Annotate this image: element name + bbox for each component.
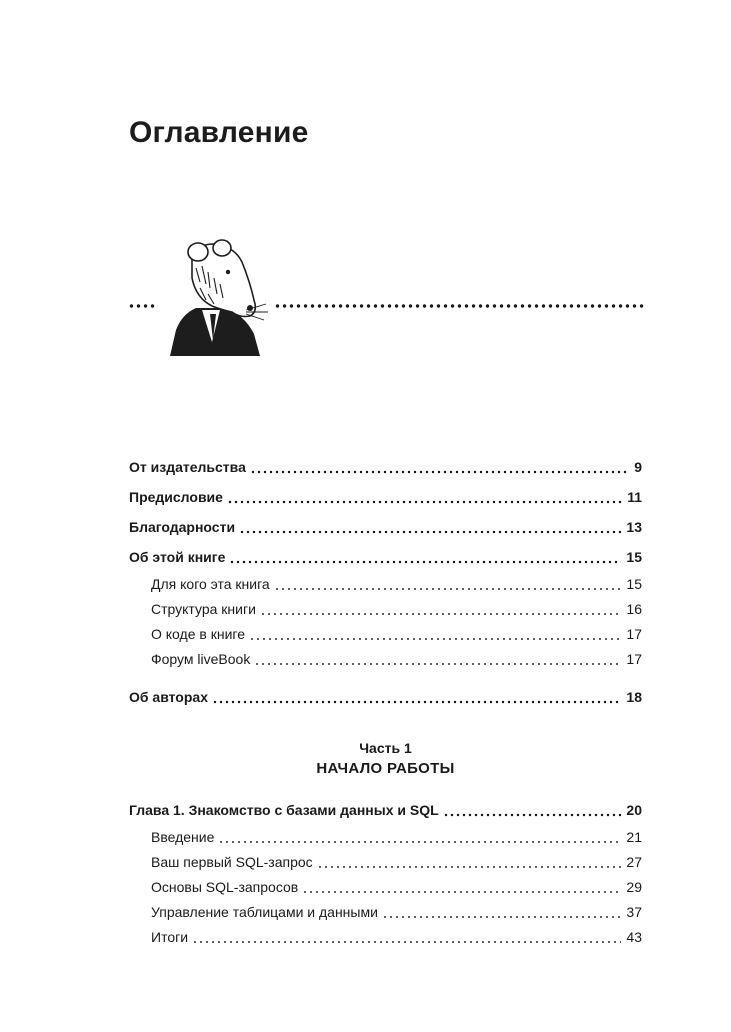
toc-subentry-title: Управление таблицами и данными [151, 904, 378, 920]
toc-subentry-page: 21 [626, 829, 642, 845]
dot-leader [229, 560, 621, 564]
toc-subentry-page: 43 [626, 929, 642, 945]
dot-leader [382, 915, 622, 919]
toc-subentry[interactable] [129, 875, 642, 900]
toc-entry[interactable] [129, 542, 642, 572]
toc-subentry-page: 17 [626, 626, 642, 642]
decorative-divider [128, 238, 644, 358]
dotted-line-right [274, 304, 644, 308]
dot-leader [302, 890, 621, 894]
dot-leader [249, 637, 621, 641]
page-title: Оглавление [129, 116, 309, 149]
toc-entry-title: Глава 1. Знакомство с базами данных и SQL [129, 802, 439, 818]
dot-leader [192, 940, 621, 944]
dot-leader [239, 530, 621, 534]
part-name: НАЧАЛО РАБОТЫ [316, 760, 455, 777]
toc-subentry-title: Ваш первый SQL-запрос [151, 854, 313, 870]
toc-entry[interactable] [129, 452, 642, 482]
rat-mascot-icon [162, 238, 272, 356]
dot-leader [443, 813, 622, 817]
toc-subentry-title: Основы SQL-запросов [151, 879, 299, 895]
toc-subentry[interactable] [129, 825, 642, 850]
toc-subentry-page: 15 [626, 576, 642, 592]
toc-entry[interactable] [129, 512, 642, 542]
toc-entry[interactable] [129, 682, 642, 712]
dot-leader [227, 500, 622, 504]
toc-entry-page: 18 [626, 689, 642, 705]
toc-entry-title: От издательства [129, 459, 246, 475]
toc-chapter-1 [129, 795, 642, 950]
toc-subentry[interactable] [129, 850, 642, 875]
dot-leader [212, 700, 621, 704]
toc-entry-page: 9 [634, 459, 642, 475]
toc-entry-title: Благодарности [129, 519, 236, 535]
toc-front-matter [129, 452, 642, 712]
toc-subentry-title: Форум liveBook [151, 651, 251, 667]
part-number: Часть 1 [359, 740, 412, 756]
toc-subentry-title: Введение [151, 829, 215, 845]
toc-subentry-title: Структура книги [151, 601, 256, 617]
toc-subentry-title: Итоги [151, 929, 189, 945]
toc-subentry[interactable] [129, 925, 642, 950]
toc-entry-page: 13 [626, 519, 642, 535]
toc-chapter-entry[interactable] [129, 795, 642, 825]
toc-subentry-page: 37 [626, 904, 642, 920]
dot-leader [250, 470, 629, 474]
toc-subentry-page: 17 [626, 651, 642, 667]
toc-entry-page: 15 [626, 549, 642, 565]
toc-entry-page: 20 [626, 802, 642, 818]
toc-subentry-title: О коде в книге [151, 626, 245, 642]
toc-entry-title: Предисловие [129, 489, 223, 505]
toc-subentry-page: 29 [626, 879, 642, 895]
toc-subentry[interactable] [129, 597, 642, 622]
dot-leader [218, 840, 621, 844]
toc-subentry-page: 16 [626, 601, 642, 617]
toc-subentry-title: Для кого эта книга [151, 576, 270, 592]
toc-subentry-page: 27 [626, 854, 642, 870]
toc-subentry[interactable] [129, 647, 642, 672]
dot-leader [260, 612, 622, 616]
toc-subentry[interactable] [129, 572, 642, 597]
toc-subentry[interactable] [129, 622, 642, 647]
dot-leader [254, 662, 621, 666]
toc-entry-title: Об авторах [129, 689, 208, 705]
dot-leader [274, 587, 622, 591]
toc-entry[interactable] [129, 482, 642, 512]
part-heading [129, 738, 642, 780]
toc-entry-title: Об этой книге [129, 549, 226, 565]
toc-entry-page: 11 [627, 489, 642, 505]
dotted-line-left [128, 304, 158, 308]
dot-leader [317, 865, 622, 869]
toc-subentry[interactable] [129, 900, 642, 925]
